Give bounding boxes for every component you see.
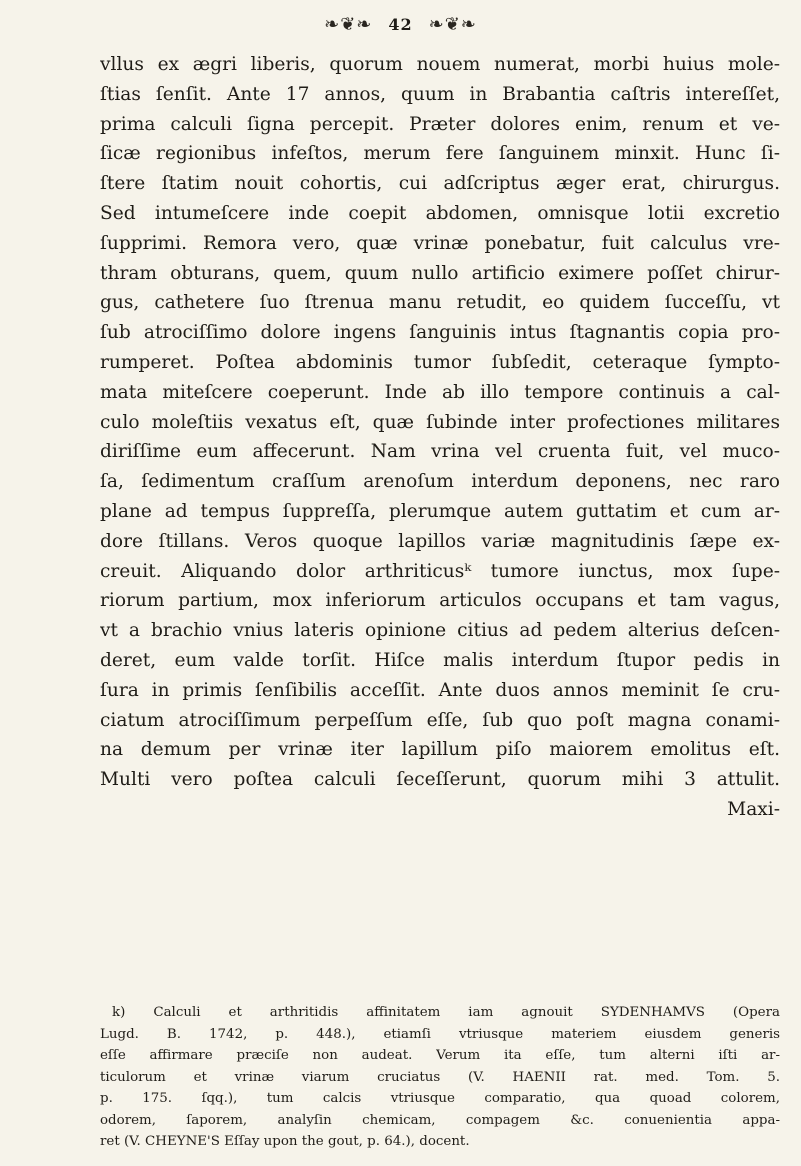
footnote-line: ticulorum et vrinæ viarum cruciatus (V. HAENII rat. med. Tom. 5.: [100, 1069, 780, 1085]
text-line: ciatum atrociſſimum perpeſſum eſſe, ſub quo poſt magna conami-: [100, 709, 780, 731]
text-line: ſupprimi. Remora vero, quæ vrinæ ponebatur, fuit calculus vre-: [100, 232, 780, 254]
text-line: ſicæ regionibus infeſtos, merum fere ſanguinem minxit. Hunc ſi-: [100, 143, 780, 165]
text-line: plane ad tempus ſuppreſſa, plerumque autem guttatim et cum ar-: [100, 500, 780, 522]
main-text: [100, 50, 780, 825]
text-line: culo moleſtiis vexatus eſt, quæ ſubinde inter profectiones militares: [100, 411, 780, 433]
ornament-left-icon: ❧❦❧: [324, 13, 373, 35]
text-line: rumperet. Poſtea abdominis tumor ſubſedit, ceteraque ſympto-: [100, 351, 780, 373]
text-line: deret, eum valde torſit. Hiſce malis interdum ſtupor pedis in: [100, 649, 780, 671]
text-line: riorum partium, mox inferiorum articulos occupans et tam vagus,: [100, 590, 780, 612]
footnote-line: Lugd. B. 1742, p. 448.), etiamſi vtriusque materiem eiusdem generis: [100, 1026, 780, 1042]
text-line: gus, cathetere ſuo ſtrenua manu retudit, eo quidem ſucceſſu, vt: [100, 292, 780, 314]
text-line: mata miteſcere coeperunt. Inde ab illo tempore continuis a cal-: [100, 381, 780, 403]
text-line: Sed intumeſcere inde coepit abdomen, omnisque lotii excretio: [100, 202, 780, 224]
text-line: Multi vero poſtea calculi ſeceſſerunt, quorum mihi 3 attulit.: [100, 769, 780, 791]
text-line: dore ſtillans. Veros quoque lapillos variæ magnitudinis ſæpe ex-: [100, 530, 780, 552]
text-line: ſura in primis ſenſibilis acceſſit. Ante duos annos meminit ſe cru-: [100, 679, 780, 701]
page-header: [0, 8, 801, 40]
text-line: ſub atrociſſimo dolore ingens ſanguinis intus ſtagnantis copia pro-: [100, 322, 780, 344]
footnote-line: p. 175. ſqq.), tum calcis vtriusque comparatio, qua quoad colorem,: [100, 1091, 780, 1106]
footnote: [100, 1002, 780, 1153]
text-line: ſa, ſedimentum craſſum arenoſum interdum deponens, nec raro: [100, 471, 780, 493]
footnote-line: eſſe affirmare præciſe non audeat. Verum ita eſſe, tum alterni iſti ar-: [100, 1048, 780, 1063]
text-line: thram obturans, quem, quum nullo artificio eximere poſſet chirur-: [100, 262, 780, 284]
catchword: Maxi-: [727, 798, 780, 820]
text-line: creuit. Aliquando dolor arthriticusᵏ tumore iunctus, mox ſupe-: [100, 560, 780, 582]
text-line: diriſſime eum affecerunt. Nam vrina vel cruenta fuit, vel muco-: [100, 441, 780, 463]
footnote-line: k) Calculi et arthritidis affinitatem iam agnouit SYDENHAMVS (Opera: [112, 1005, 780, 1020]
page-number: 42: [388, 14, 413, 34]
text-line: vllus ex ægri liberis, quorum nouem numerat, morbi huius mole-: [100, 54, 780, 75]
text-line: vt a brachio vnius lateris opinione citius ad pedem alterius deſcen-: [100, 620, 780, 642]
ornament-right-icon: ❧❦❧: [428, 13, 477, 35]
footnote-line: odorem, ſaporem, analyſin chemicam, compagem &c. conuenientia appa-: [100, 1112, 780, 1128]
footnote-line: ret (V. CHEYNE'S Eſſay upon the gout, p. 64.), docent.: [100, 1134, 470, 1149]
text-line: prima calculi ſigna percepit. Præter dolores enim, renum et ve-: [100, 113, 780, 135]
text-line: ſtias ſenſit. Ante 17 annos, quum in Brabantia caſtris intereſſet,: [100, 83, 780, 105]
text-line: ſtere ſtatim nouit cohortis, cui adſcriptus æger erat, chirurgus.: [100, 173, 780, 195]
text-line: na demum per vrinæ iter lapillum piſo maiorem emolitus eſt.: [100, 739, 780, 761]
